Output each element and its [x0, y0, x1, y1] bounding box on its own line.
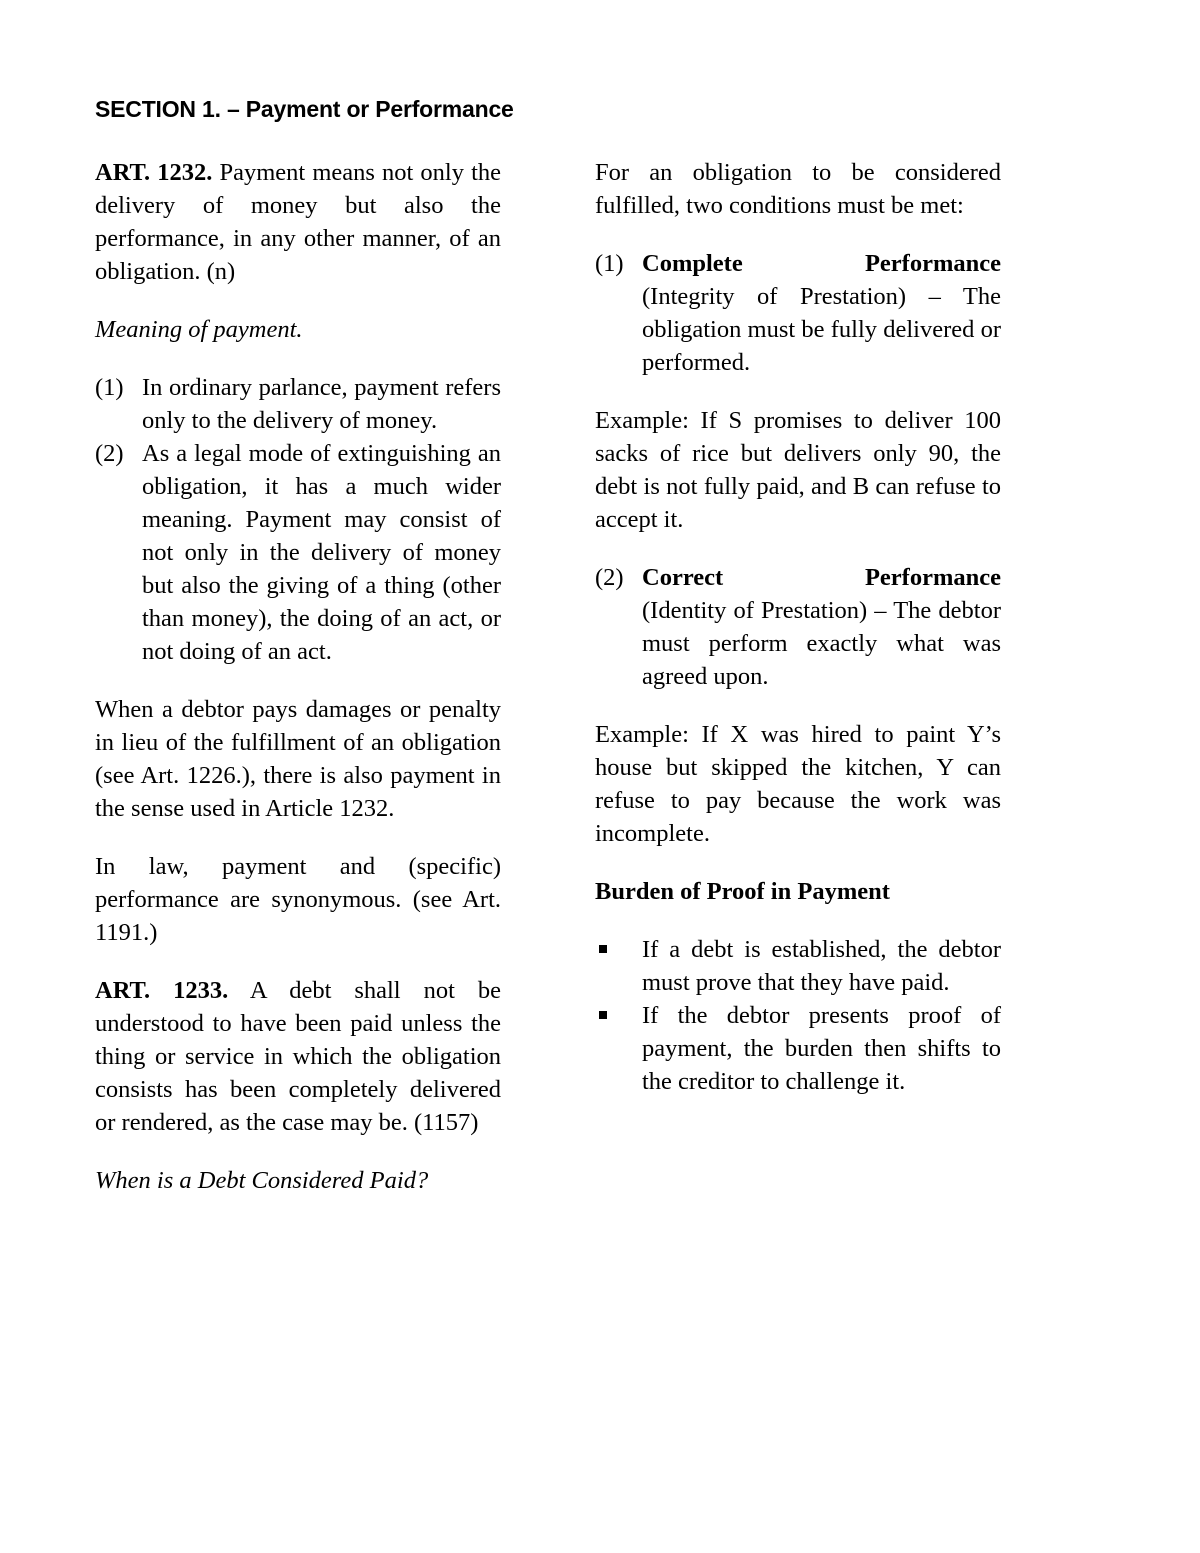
square-bullet-icon — [595, 999, 642, 1098]
list-item-text: If a debt is established, the debtor must prove that they have paid. — [642, 936, 1001, 996]
art-1233-text: A debt shall not be understood to have been paid unless the thing or service in which the obligation consists has been completely delivered or rendered, as the case may be. (1157) — [95, 977, 501, 1136]
condition-2-title — [642, 561, 1001, 594]
list-item — [595, 999, 1001, 1098]
list-item-text: As a legal mode of extinguishing an obligation, it has a much wider meaning. Payment may consist of not only in the delivery of money but also the giving of a thing (other than money), the doing of an act, or not doing of an act. — [142, 440, 501, 665]
list-item-number: (2) — [595, 564, 624, 591]
meaning-list — [95, 371, 501, 668]
list-item-number: (2) — [95, 440, 124, 467]
condition-2-body — [642, 561, 1001, 693]
section-heading: SECTION 1. – Payment or Performance — [95, 96, 514, 122]
right-column — [595, 156, 1001, 1098]
list-item — [95, 371, 501, 437]
square-bullet-icon — [595, 933, 642, 999]
list-item — [95, 437, 501, 668]
meaning-heading: Meaning of payment. — [95, 316, 303, 343]
example-2-paragraph: Example: If X was hired to paint Y’s house but skipped the kitchen, Y can refuse to pay because the work was incomplete. — [595, 721, 1001, 847]
art-1232-text: Payment means not only the delivery of money but also the performance, in any other manner, of an obligation. (n) — [95, 159, 501, 285]
example-1-paragraph: Example: If S promises to deliver 100 sacks of rice but delivers only 90, the debt is not fully paid, and B can refuse to accept it. — [595, 407, 1001, 533]
list-item-text: In ordinary parlance, payment refers only to the delivery of money. — [142, 374, 501, 434]
debt-paid-heading: When is a Debt Considered Paid? — [95, 1167, 429, 1194]
art-1233-paragraph — [95, 974, 501, 1139]
condition-2-title-b: Performance — [864, 564, 1001, 591]
damages-paragraph: When a debtor pays damages or penalty in lieu of the fulfillment of an obligation (see Art. 1226.), there is also payment in the sense used in Article 1232. — [95, 696, 501, 822]
art-1232-label: ART. 1232. — [95, 159, 213, 186]
art-1232-paragraph — [95, 156, 501, 288]
art-1233-label: ART. 1233. — [95, 977, 229, 1004]
synonymous-paragraph: In law, payment and (specific) performance are synonymous. (see Art. 1191.) — [95, 853, 501, 946]
condition-1-title-b: Performance — [864, 250, 1001, 277]
list-item — [595, 561, 1001, 693]
burden-list — [595, 933, 1001, 1098]
list-item — [595, 933, 1001, 999]
list-item — [595, 247, 1001, 379]
condition-2-title-a: Correct — [642, 564, 724, 591]
list-item-text: If the debtor presents proof of payment, the burden then shifts to the creditor to challenge it. — [642, 1002, 1001, 1095]
condition-1-title — [642, 247, 1001, 280]
condition-1-body — [642, 247, 1001, 379]
condition-1-text: (Integrity of Prestation) – The obligation must be fully delivered or performed. — [642, 283, 1001, 376]
intro-paragraph: For an obligation to be considered fulfilled, two conditions must be met: — [595, 159, 1001, 219]
condition-2 — [595, 561, 1001, 693]
condition-1-title-a: Complete — [642, 250, 743, 277]
list-item-number: (1) — [595, 250, 624, 277]
list-item-number: (1) — [95, 374, 124, 401]
condition-1 — [595, 247, 1001, 379]
condition-2-text: (Identity of Prestation) – The debtor must perform exactly what was agreed upon. — [642, 597, 1001, 690]
left-column — [95, 156, 501, 1222]
burden-heading: Burden of Proof in Payment — [595, 878, 890, 905]
